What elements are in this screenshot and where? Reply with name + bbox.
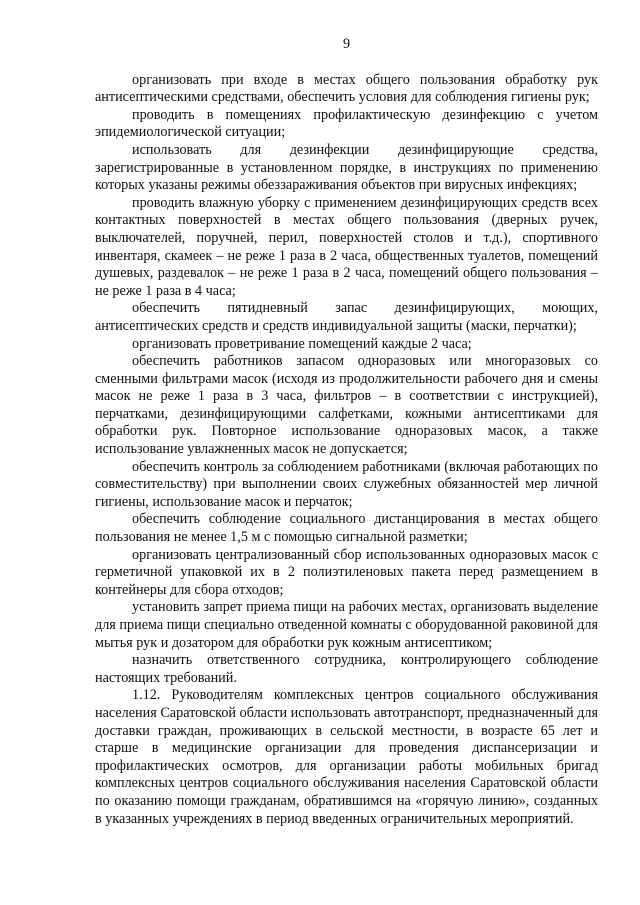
- paragraph: проводить в помещениях профилактическую дезинфекцию с учетом эпидемиологической ситуации;: [95, 106, 598, 141]
- paragraph: обеспечить контроль за соблюдением работниками (включая работающих по совместительству) при выполнении своих служебных обязанностей мер личной гигиены, использование масок и перчаток;: [95, 458, 598, 510]
- paragraph: обеспечить соблюдение социального дистанцирования в местах общего пользования не менее 1,5 м с помощью сигнальной разметки;: [95, 511, 598, 546]
- page-number: 9: [342, 36, 351, 52]
- paragraph: использовать для дезинфекции дезинфицирующие средства, зарегистрированные в установленном порядке, в инструкциях по применению которых указаны режимы обеззараживания объектов при вирусных инфекциях;: [95, 141, 598, 194]
- paragraph: установить запрет приема пищи на рабочих местах, организовать выделение для приема пищи специально отведенной комнаты с оборудованной раковиной для мытья рук и дозатором для обработки рук кожным антисептиком;: [95, 599, 598, 651]
- paragraph: организовать проветривание помещений каждые 2 часа;: [132, 335, 472, 352]
- paragraph: обеспечить работников запасом одноразовых или многоразовых со сменными фильтрами масок (исходя из продолжительности рабочего дня и смены масок не реже 1 раза в 3 часа, фильтров – в соответствии с инструкцией), перчатками, дезинфицирующими салфетками, кожными антисептиками для обработки рук. Повторное использование одноразовых масок, а также использование увлажненных масок не допускается;: [95, 353, 598, 458]
- section-paragraph: 1.12. Руководителям комплексных центров социального обслуживания населения Саратовской области использовать автотранспорт, предназначенный для доставки граждан, проживающих в сельской местности, в возрасте 65 лет и старше в медицинские организации для проведения диспансеризации и профилактических осмотров, для организации работы мобильных бригад комплексных центров социального обслуживания населения Саратовской области по оказанию помощи гражданам, обратившимся на «горячую линию», созданных в указанных учреждениях в период введенных ограничительных мероприятий.: [95, 687, 598, 827]
- paragraph: обеспечить пятидневный запас дезинфицирующих, моющих, антисептических средств и средств индивидуальной защиты (маски, перчатки);: [95, 300, 598, 334]
- paragraph: назначить ответственного сотрудника, контролирующего соблюдение настоящих требований.: [95, 652, 598, 686]
- paragraph: организовать централизованный сбор использованных одноразовых масок с герметичной упаковкой их в 2 полиэтиленовых пакета перед размещением в контейнеры для сбора отходов;: [95, 546, 598, 598]
- paragraph: организовать при входе в местах общего пользования обработку рук антисептическими средствами, обеспечить условия для соблюдения гигиены рук;: [95, 71, 598, 106]
- paragraph: проводить влажную уборку с применением дезинфицирующих средств всех контактных поверхностей в местах общего пользования (дверных ручек, выключателей, поручней, перил, поверхностей столов и т.д.), спортивного инвентаря, скамеек – не реже 1 раза в 2 часа, общественных туалетов, помещений душевых, раздевалок – не реже 1 раза в 2 часа, помещений общего пользования – не реже 1 раза в 4 часа;: [95, 194, 598, 299]
